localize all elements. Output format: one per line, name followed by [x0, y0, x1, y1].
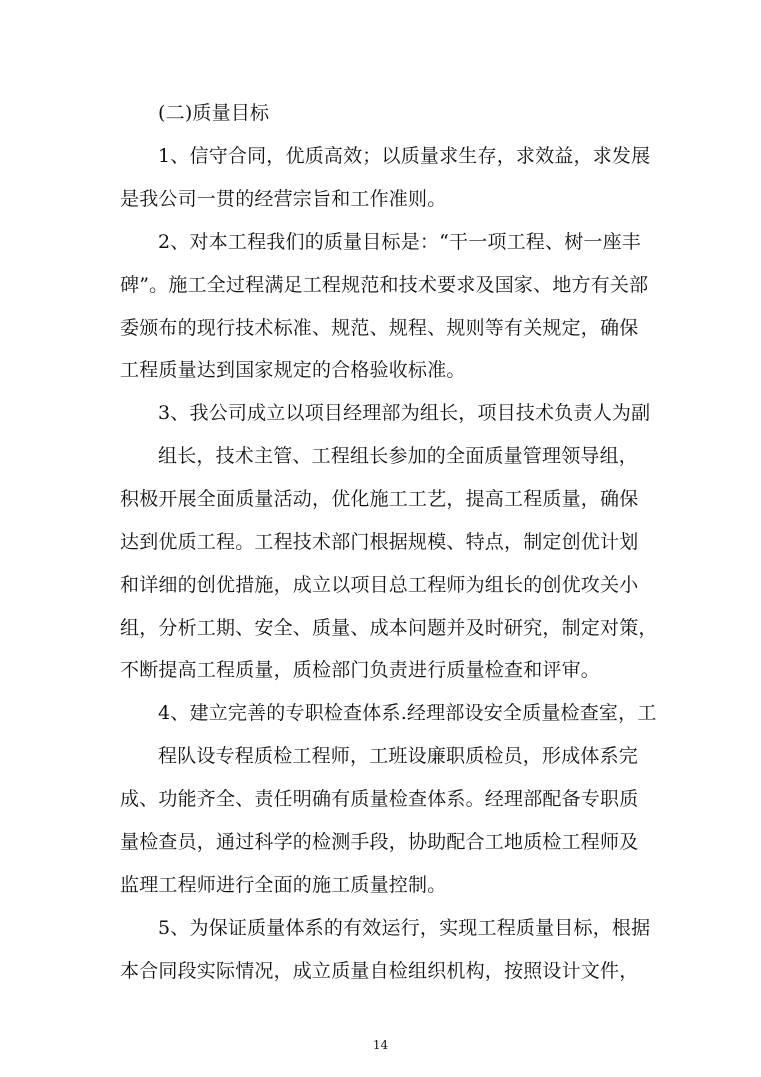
paragraph-3-line-7: 不断提高工程质量，质检部门负责进行质量检查和评审。 [120, 659, 601, 681]
paragraph-2-line-1: 2、对本工程我们的质量目标是：“干一项工程、树一座丰 [158, 231, 642, 253]
paragraph-5-line-2: 本合同段实际情况，成立质量自检组织机构，按照设计文件， [120, 960, 639, 982]
paragraph-2-line-2: 碑”。施工全过程满足工程规范和技术要求及国家、地方有关部 [120, 274, 649, 296]
page-number: 14 [372, 1038, 389, 1052]
paragraph-3-line-6: 组，分析工期、安全、质量、成本问题并及时研究，制定对策， [120, 617, 658, 639]
paragraph-4-line-2: 程队设专程质检工程师，工班设廉职质检员，形成体系完 [158, 745, 639, 767]
section-heading: (二)质量目标 [158, 102, 270, 124]
paragraph-4-line-4: 量检查员，通过科学的检测手段，协助配合工地质检工程师及 [120, 831, 639, 853]
paragraph-3-line-3: 积极开展全面质量活动，优化施工工艺，提高工程质量，确保 [120, 488, 639, 510]
paragraph-3-line-2: 组长，技术主管、工程组长参加的全面质量管理领导组， [158, 445, 639, 467]
paragraph-2-line-4: 工程质量达到国家规定的合格验收标准。 [120, 359, 466, 381]
paragraph-4-line-3: 成、功能齐全、责任明确有质量检查体系。经理部配备专职质 [120, 788, 639, 810]
paragraph-5-line-1: 5、为保证质量体系的有效运行，实现工程质量目标，根据 [158, 917, 651, 939]
paragraph-3-line-1: 3、我公司成立以项目经理部为组长，项目技术负责人为副 [158, 402, 651, 424]
paragraph-1-line-2: 是我公司一贯的经营宗旨和工作准则。 [120, 188, 447, 210]
paragraph-3-line-5: 和详细的创优措施，成立以项目总工程师为组长的创优攻关小 [120, 574, 639, 596]
paragraph-4-line-1: 4、建立完善的专职检查体系.经理部设安全质量检查室，工 [158, 702, 657, 724]
paragraph-2-line-3: 委颁布的现行技术标准、规范、规程、规则等有关规定，确保 [120, 317, 639, 339]
paragraph-1-line-1: 1、信守合同，优质高效；以质量求生存，求效益，求发展 [158, 145, 651, 167]
paragraph-3-line-4: 达到优质工程。工程技术部门根据规模、特点，制定创优计划 [120, 531, 639, 553]
paragraph-4-line-5: 监理工程师进行全面的施工质量控制。 [120, 874, 447, 896]
